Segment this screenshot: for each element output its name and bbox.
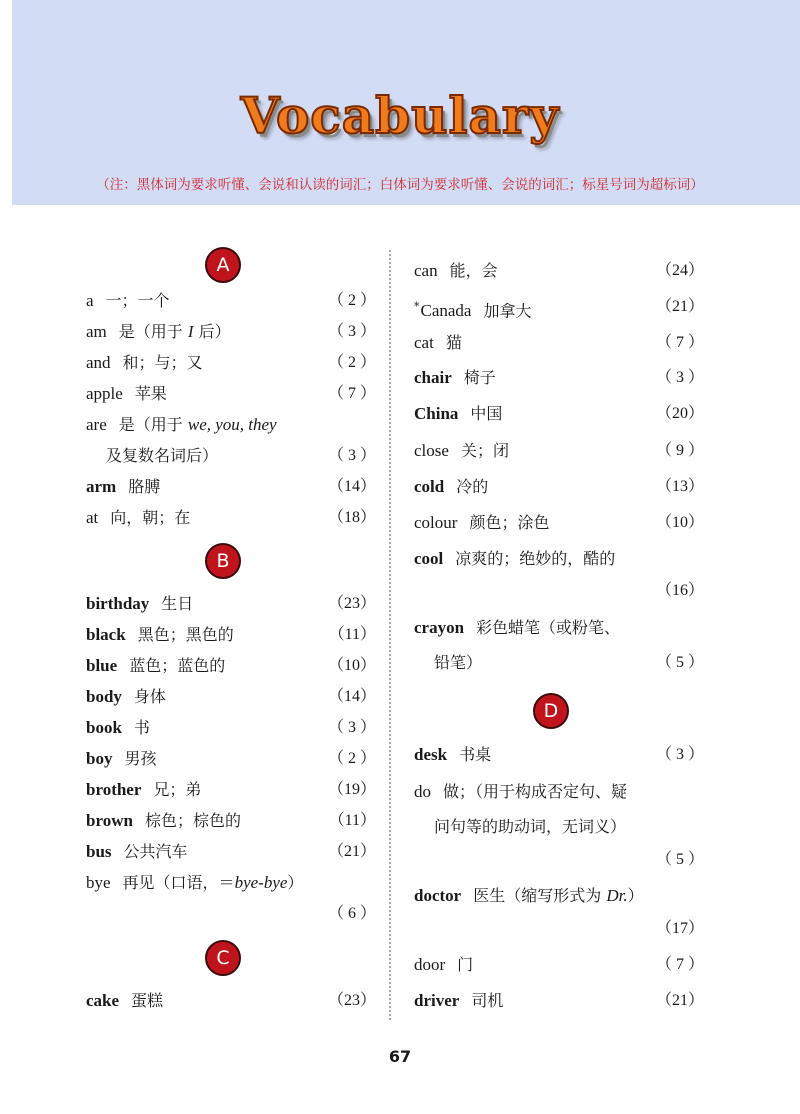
entry-page: （ 2 ）: [327, 292, 376, 309]
entry-meaning: 黑色；黑色的: [137, 625, 234, 644]
entry-page: （ 3 ）: [327, 447, 376, 464]
entry-page: （16）: [655, 582, 704, 599]
entry-page: （17）: [655, 920, 704, 937]
entry-page: （ 5 ）: [655, 851, 704, 868]
entry-page: （23）: [327, 992, 376, 1009]
entry-page: （ 2 ）: [327, 354, 376, 371]
entry-apple: [86, 379, 376, 409]
entry-birthday: [86, 589, 376, 619]
entry-close: [414, 436, 704, 466]
entry-are-cont: [86, 441, 376, 471]
entry-meaning: 能，会: [449, 261, 498, 280]
entry-bye: [86, 868, 376, 898]
entry-word: and: [86, 353, 111, 372]
entry-body: [86, 682, 376, 712]
entry-word: apple: [86, 384, 123, 403]
entry-arm: [86, 472, 376, 502]
entry-page: （20）: [655, 405, 704, 422]
entry-cool-page: [414, 576, 704, 606]
entry-page: （23）: [327, 595, 376, 612]
entry-are: [86, 410, 376, 440]
entry-word: cool: [414, 549, 444, 568]
entry-word: black: [86, 625, 126, 644]
entry-canada: [414, 292, 704, 322]
entry-page: （ 7 ）: [655, 334, 704, 351]
entry-word: China: [414, 404, 459, 423]
page-number: 67: [388, 1047, 412, 1066]
entry-word: Canada: [420, 301, 472, 321]
entry-black: [86, 620, 376, 650]
entry-brown: [86, 806, 376, 836]
entry-meaning: 再见（口语，＝: [122, 873, 235, 892]
entry-word: desk: [414, 745, 448, 764]
entry-meaning-italic: bye-bye: [234, 873, 288, 892]
entry-page: （13）: [655, 478, 704, 495]
entry-page: （10）: [327, 657, 376, 674]
entry-page: （ 7 ）: [655, 956, 704, 973]
entry-meaning: 关；闭: [460, 441, 509, 460]
entry-chair: [414, 363, 704, 393]
entry-page: （11）: [328, 626, 376, 643]
entry-meaning: 猫: [445, 333, 462, 352]
entry-word: bye: [86, 873, 111, 892]
entry-meaning: 书桌: [459, 745, 492, 764]
entry-word: boy: [86, 749, 113, 768]
entry-meaning: 做；（用于构成否定句、疑: [443, 782, 628, 801]
entry-meaning: 男孩: [124, 749, 157, 768]
entry-word: a: [86, 291, 94, 310]
entry-page: （ 2 ）: [327, 750, 376, 767]
entry-china: [414, 399, 704, 429]
entry-desk: [414, 740, 704, 770]
entry-meaning: 胳膊: [128, 477, 161, 496]
entry-meaning: 是（用于: [118, 415, 188, 434]
entry-cake: [86, 986, 376, 1016]
entry-and: [86, 348, 376, 378]
entry-blue: [86, 651, 376, 681]
column-divider: [389, 250, 391, 1020]
entry-meaning: ）: [287, 873, 304, 892]
entry-word: close: [414, 441, 449, 460]
entry-word: blue: [86, 656, 118, 675]
entry-page: （11）: [328, 812, 376, 829]
entry-page: （ 5 ）: [655, 654, 704, 671]
entry-am: [86, 317, 376, 347]
entry-meaning: 棕色；棕色的: [144, 811, 241, 830]
entry-meaning-italic: we, you, they: [187, 415, 277, 434]
entry-word: at: [86, 508, 99, 527]
letter-badge-c: C: [205, 940, 241, 976]
entry-bye-page: [86, 899, 376, 929]
entry-word: cold: [414, 477, 445, 496]
entry-word: arm: [86, 477, 117, 496]
letter-badge-b: B: [205, 543, 241, 579]
entry-page: （14）: [327, 688, 376, 705]
entry-page: （19）: [327, 781, 376, 798]
entry-meaning-italic: I: [187, 322, 194, 341]
entry-meaning: 司机: [471, 991, 504, 1010]
entry-meaning: 是（用于: [118, 322, 188, 341]
entry-word: am: [86, 322, 107, 341]
entry-meaning: 书: [133, 718, 150, 737]
entry-word: do: [414, 782, 431, 801]
entry-cold: [414, 472, 704, 502]
entry-word: birthday: [86, 594, 150, 613]
entry-boy: [86, 744, 376, 774]
entry-book: [86, 713, 376, 743]
entry-word: book: [86, 718, 122, 737]
entry-word: brother: [86, 780, 142, 799]
entry-cat: [414, 328, 704, 358]
entry-word: crayon: [414, 618, 465, 637]
entry-meaning: 苹果: [134, 384, 167, 403]
entry-colour: [414, 508, 704, 538]
entry-cool: [414, 544, 704, 574]
superscript-star: *: [414, 300, 420, 313]
entry-page: （21）: [655, 992, 704, 1009]
entry-meaning: 一；一个: [105, 291, 170, 310]
entry-meaning: 后）: [193, 322, 231, 341]
letter-badge-a: A: [205, 247, 241, 283]
entry-meaning: 向，朝；在: [110, 508, 191, 527]
entry-meaning: 彩色蜡笔（或粉笔、: [476, 618, 621, 637]
entry-bus: [86, 837, 376, 867]
entry-word: brown: [86, 811, 133, 830]
legend-note: （注：黑体词为要求听懂、会说和认读的词汇；白体词为要求听懂、会说的词汇；标星号词为超标词）: [96, 177, 704, 193]
entry-doctor: [414, 881, 704, 911]
entry-page: （ 3 ）: [327, 323, 376, 340]
entry-meaning: 门: [457, 955, 474, 974]
entry-doctor-page: [414, 914, 704, 944]
entry-meaning: ）: [627, 886, 644, 905]
entry-meaning: 生日: [161, 594, 194, 613]
entry-crayon: [414, 613, 704, 643]
entry-word: cat: [414, 333, 434, 352]
entry-do-cont: [414, 812, 704, 842]
entry-page: （ 6 ）: [327, 905, 376, 922]
entry-word: door: [414, 955, 446, 974]
page-title: Vocabulary: [240, 86, 560, 145]
entry-meaning-cont: 及复数名词后）: [106, 446, 219, 465]
entry-meaning: 蛋糕: [131, 991, 164, 1010]
entry-page: （14）: [327, 478, 376, 495]
entry-word: body: [86, 687, 122, 706]
entry-word: chair: [414, 368, 452, 387]
entry-page: （ 9 ）: [655, 442, 704, 459]
entry-meaning: 身体: [133, 687, 166, 706]
entry-do-page: [414, 845, 704, 875]
entry-word: doctor: [414, 886, 462, 905]
entry-can: [414, 256, 704, 286]
entry-meaning: 加拿大: [483, 301, 532, 321]
entry-meaning: 椅子: [463, 368, 496, 387]
entry-page: （ 7 ）: [327, 385, 376, 402]
entry-page: （24）: [655, 262, 704, 279]
entry-meaning: 凉爽的；绝妙的，酷的: [455, 549, 616, 568]
entry-meaning: 医生（缩写形式为: [473, 886, 607, 905]
entry-do: [414, 777, 704, 807]
entry-page: （ 3 ）: [655, 746, 704, 763]
entry-page: （ 3 ）: [655, 369, 704, 386]
entry-crayon-cont: [414, 648, 704, 678]
entry-page: （18）: [327, 509, 376, 526]
letter-badge-d: D: [533, 693, 569, 729]
entry-meaning: 和；与；又: [122, 353, 203, 372]
entry-page: （ 3 ）: [327, 719, 376, 736]
entry-meaning: 颜色；涂色: [469, 513, 550, 532]
entry-driver: [414, 986, 704, 1016]
entry-word: cake: [86, 991, 120, 1010]
entry-meaning: 公共汽车: [123, 842, 188, 861]
entry-word: bus: [86, 842, 112, 861]
entry-a: [86, 286, 376, 316]
entry-meaning: 兄；弟: [153, 780, 202, 799]
entry-meaning-italic: Dr.: [606, 886, 628, 905]
entry-meaning: 中国: [470, 404, 503, 423]
entry-word: are: [86, 415, 107, 434]
entry-word: can: [414, 261, 438, 280]
entry-meaning: 蓝色；蓝色的: [129, 656, 226, 675]
entry-page: （10）: [655, 514, 704, 531]
entry-page: （21）: [655, 298, 704, 315]
entry-word: colour: [414, 513, 458, 532]
entry-at: [86, 503, 376, 533]
entry-door: [414, 950, 704, 980]
entry-brother: [86, 775, 376, 805]
entry-meaning-cont: 铅笔）: [434, 653, 483, 672]
entry-meaning: 冷的: [456, 477, 489, 496]
entry-page: （21）: [327, 843, 376, 860]
entry-word: driver: [414, 991, 460, 1010]
entry-meaning-cont: 问句等的助动词，无词义）: [434, 817, 627, 836]
